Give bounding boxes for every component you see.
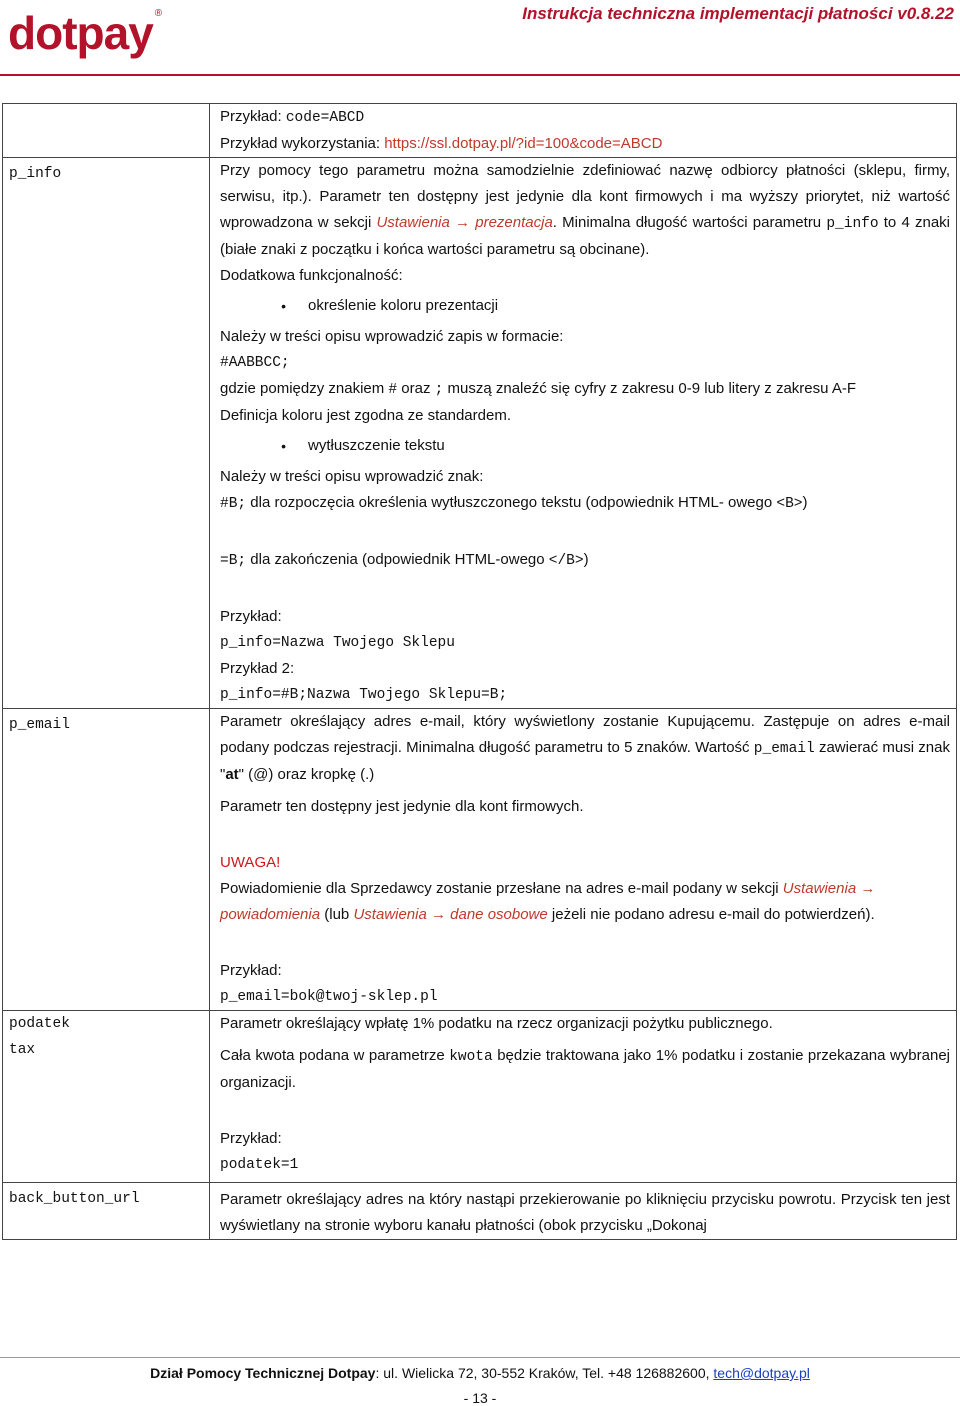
bullet-icon [220,293,286,320]
param-description-cell [210,1183,956,1239]
example-label: Przykład: [220,608,282,625]
table-row-p-info [2,157,957,708]
nav-link-ustawienia[interactable]: Ustawienia [353,906,427,923]
usage-example-line [220,131,950,157]
param-alias: tax [9,1042,36,1058]
nav-link-dane-osobowe[interactable]: dane osobowe [450,906,548,923]
param-description-cell [210,1011,956,1182]
warning-label: UWAGA! [220,854,281,871]
color-standard-note: Definicja koloru jest zgodna ze standardem. [220,407,511,424]
example-label: Przykład: [220,962,282,979]
nav-link-prezentacja[interactable]: prezentacja [475,214,553,231]
logo-text: dotpay [8,7,153,59]
param-name-cell [3,709,210,1010]
color-intro: Należy w treści opisu wprowadzić zapis w formacie: [220,328,564,345]
param-name: p_info [9,166,62,182]
nav-link-ustawienia[interactable]: Ustawienia [376,214,450,231]
dotpay-logo [8,4,163,59]
param-name: p_email [9,717,70,733]
page-footer [0,1365,960,1381]
param-name: back_button_url [9,1191,140,1207]
bullet-text: określenie koloru prezentacji [308,297,499,314]
example-label: Przykład: [220,1130,282,1147]
color-code: #AABBCC; [220,355,290,371]
param-description-cell [210,158,956,708]
bullet-icon [220,433,286,460]
bold-close-rule: =B; dla zakończenia (odpowiednik HTML-owego </B>) [220,551,589,569]
example-code: p_info=Nazwa Twojego Sklepu [220,635,455,651]
footer-divider [0,1357,960,1358]
podatek-description: Parametr określający wpłatę 1% podatku na rzecz organizacji pożytku publicznego. [220,1015,773,1032]
bold-intro: Należy w treści opisu wprowadzić znak: [220,468,484,485]
p-info-description: Przy pomocy tego parametru można samodzielnie zdefiniować nazwę odbiorcy płatności (sklepu, firmy, serwisu, itp.). Parametr ten dostępny jest jedynie dla kont firmowych i ma wyższy priorytet, niż wartość wprowadzona w sekcji Ustawienia → prezentacja. Minimalna długość wartości parametru p_info to 4 znaki (białe znaki z początku i końca wartości parametru są obcinane). [220,162,950,258]
p-email-description: Parametr określający adres e-mail, który wyświetlony zostanie Kupującemu. Zastępuje on adres e-mail podany podczas rejestracji. Minimalna długość parametru to 5 znaków. Wartość p_email zawierać musi znak "at" (@) oraz kropkę (.) [220,713,950,783]
company-accounts-note: Parametr ten dostępny jest jedynie dla kont firmowych. [220,798,584,815]
example-code: podatek=1 [220,1157,299,1173]
param-name: podatek [9,1016,70,1032]
bold-open-rule: #B; dla rozpoczęcia określenia wytłuszczonego tekstu (odpowiednik HTML- owego <B>) [220,494,808,512]
footer-email-link[interactable]: tech@dotpay.pl [713,1365,810,1381]
param-name-cell [3,1183,210,1239]
table-row-back-button-url [2,1182,957,1240]
podatek-amount-note: Cała kwota podana w parametrze kwota będzie traktowana jako 1% podatku i zostanie przekazana wybranej organizacji. [220,1047,950,1091]
param-description-cell [210,709,956,1010]
footer-department: Dział Pomocy Technicznej Dotpay [150,1365,376,1381]
arrow-icon: → [426,906,451,923]
example2-code: p_info=#B;Nazwa Twojego Sklepu=B; [220,687,508,703]
inline-code: p_info [826,216,879,232]
bullet-text: wytłuszczenie tekstu [308,437,445,454]
page-header [0,0,960,90]
nav-link-ustawienia[interactable]: Ustawienia [782,880,857,897]
example-line [220,104,950,131]
registered-mark: ® [154,8,163,19]
table-row-podatek [2,1010,957,1182]
extra-features-label: Dodatkowa funkcjonalność: [220,267,403,284]
example-code: code=ABCD [285,110,365,126]
example-code: p_email=bok@twoj-sklep.pl [220,989,438,1005]
bullet-item-color [220,293,950,320]
param-name-cell [3,1011,210,1182]
param-description-cell [210,104,956,157]
table-row-p-email [2,708,957,1010]
arrow-icon: → [856,880,876,897]
arrow-icon: → [449,214,476,231]
usage-example-label: Przykład wykorzystania: [220,135,385,152]
header-divider [0,74,960,76]
document-title: Instrukcja techniczna implementacji płatności v0.8.22 [522,4,954,23]
footer-address: : ul. Wielicka 72, 30-552 Kraków, Tel. +48 126882600, [375,1365,714,1381]
back-button-description: Parametr określający adres na który nastąpi przekierowanie po kliknięciu przycisku powrotu. Przycisk ten jest wyświetlany na stronie wyboru kanału płatności (obok przycisku „Dokonaj [220,1191,950,1234]
param-name-cell [3,104,210,157]
nav-link-powiadomienia[interactable]: powiadomienia [220,906,321,923]
page-number: - 13 - [463,1390,497,1406]
param-name-cell [3,158,210,708]
example2-label: Przykład 2: [220,660,295,677]
parameter-table [2,103,957,1240]
notification-note: Powiadomienie dla Sprzedawcy zostanie przesłane na adres e-mail podany w sekcji Ustawienia → powiadomienia (lub Ustawienia → dane osobowe jeżeli nie podano adresu e-mail do potwierdzeń). [220,880,876,923]
usage-example-link[interactable]: https://ssl.dotpay.pl/?id=100&code=ABCD [384,135,663,152]
bullet-item-bold [220,433,950,460]
table-row-continuation [2,103,957,157]
color-rule: gdzie pomiędzy znakiem # oraz ; muszą znaleźć się cyfry z zakresu 0-9 lub litery z zakresu A-F [220,380,856,398]
example-label: Przykład: [220,108,286,125]
